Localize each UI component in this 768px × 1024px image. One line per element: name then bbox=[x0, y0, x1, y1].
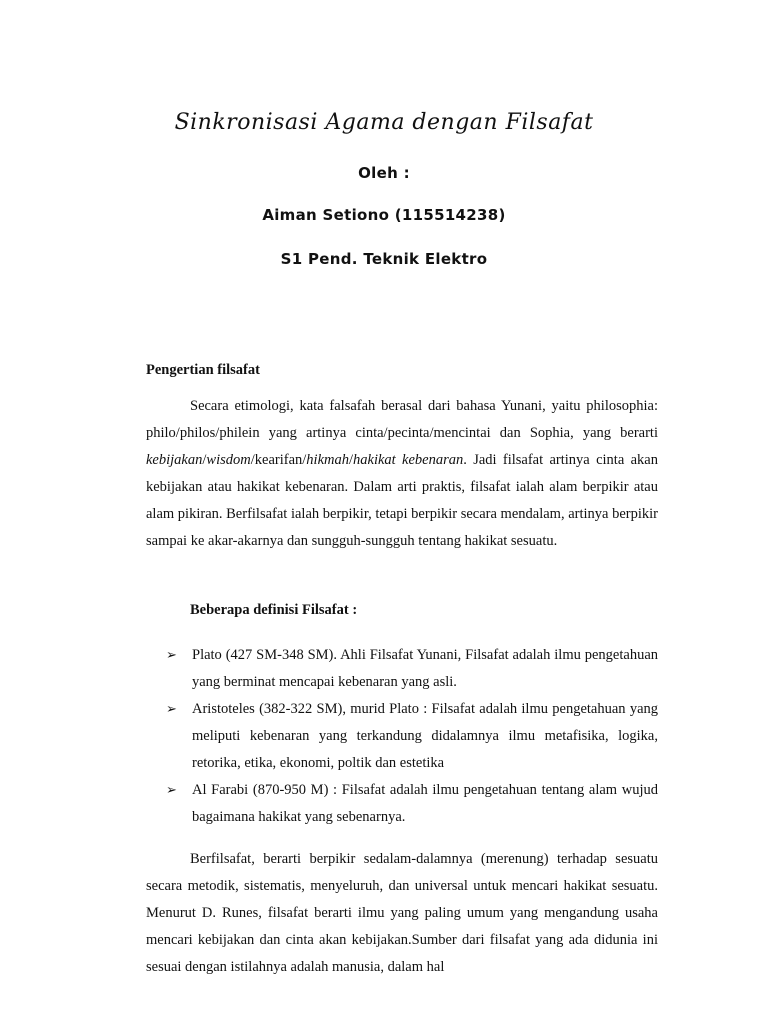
para-text: . Jadi filsafat artinya cinta akan kebijakan atau hakikat kebenaran. Dalam arti praktis, filsafat ialah alam berpikir atau alam pikiran. Berfilsafat ialah berpikir, tetapi berpikir secara mendalam, artinya berpikir sampai ke akar-akarnya dan sungguh-sungguh tentang hakikat sesuatu. bbox=[146, 452, 658, 549]
section-heading-pengertian: Pengertian filsafat bbox=[146, 362, 260, 378]
para-text: / bbox=[348, 452, 354, 468]
list-item bbox=[164, 777, 658, 831]
paragraph-etimologi bbox=[146, 393, 658, 555]
list-item-text: Plato (427 SM-348 SM). Ahli Filsafat Yunani, Filsafat adalah ilmu pengetahuan yang berminat mencapai kebenaran yang asli. bbox=[192, 647, 658, 690]
list-item-text: Al Farabi (870-950 M) : Filsafat adalah ilmu pengetahuan tentang alam wujud bagaimana hakikat yang sebenarnya. bbox=[192, 782, 658, 825]
list-item-text: Aristoteles (382-322 SM), murid Plato : Filsafat adalah ilmu pengetahuan yang meliputi kebenaran yang terkandung didalamnya ilmu metafisika, logika, retorika, etika, ekonomi, poltik dan estetika bbox=[192, 701, 658, 771]
arrow-right-bullet-icon: ➢ bbox=[166, 783, 177, 798]
para-text: / bbox=[202, 452, 207, 468]
author-by-label: Oleh : bbox=[358, 164, 410, 182]
arrow-right-bullet-icon: ➢ bbox=[166, 648, 177, 663]
para-text: /kearifan/ bbox=[250, 452, 307, 468]
study-program: S1 Pend. Teknik Elektro bbox=[280, 250, 488, 268]
arrow-right-bullet-icon: ➢ bbox=[166, 702, 177, 717]
para-italic: hakikat kebenaran bbox=[353, 452, 464, 468]
section-heading-definisi: Beberapa definisi Filsafat : bbox=[190, 602, 358, 618]
definition-list bbox=[164, 642, 658, 831]
para-italic: kebijakan bbox=[146, 452, 203, 468]
para-italic: wisdom bbox=[206, 452, 251, 468]
paragraph-berfilsafat: Berfilsafat, berarti berpikir sedalam-dalamnya (merenung) terhadap sesuatu secara metodik, sistematis, menyeluruh, dan universal untuk mencari hakikat sesuatu. Menurut D. Runes, filsafat berarti ilmu yang paling umum yang mengandung usaha mencari kebijakan dan cinta akan kebijakan.Sumber dari filsafat yang ada didunia ini sesuai dengan istilahnya adalah manusia, dalam hal bbox=[146, 851, 658, 975]
author-name: Aiman Setiono (115514238) bbox=[262, 206, 506, 224]
list-item bbox=[164, 696, 658, 777]
document-title: Sinkronisasi Agama dengan Filsafat bbox=[174, 110, 594, 135]
list-item bbox=[164, 642, 658, 696]
para-text: Secara etimologi, kata falsafah berasal dari bahasa Yunani, yaitu philosophia: philo/philos/philein yang artinya cinta/pecinta/mencintai dan Sophia, yang berarti bbox=[146, 398, 658, 441]
para-italic: hikmah bbox=[306, 452, 349, 468]
